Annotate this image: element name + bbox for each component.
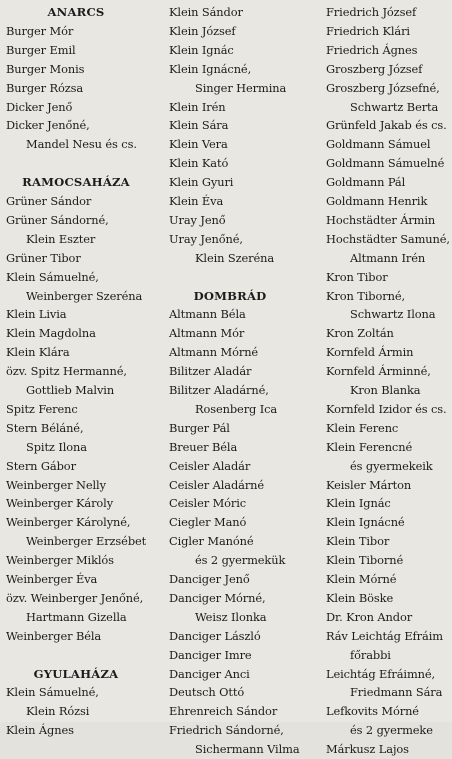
name-entry-continuation: Sichermann Vilma [195,742,300,757]
name-entry-continuation: Klein Eszter [26,231,96,246]
name-entry: Altmann Béla [169,307,246,322]
name-entry: Burger Rózsa [6,80,84,95]
name-entry: Cigler Manóné [169,534,254,549]
name-entry: Klein Vera [169,137,228,152]
name-entry-continuation: Singer Hermina [195,80,287,95]
name-entry: Friedrich Klári [326,23,410,38]
name-entry-continuation: és 2 gyermeke [350,723,433,738]
name-entry: Deutsch Ottó [169,685,245,700]
name-entry-continuation: Weinberger Erzsébet [26,534,147,549]
name-entry: Goldmann Pál [326,175,406,190]
name-entry: Klein Sándor [169,5,243,19]
name-entry-continuation: és gyermekeik [350,458,433,473]
name-entry: Kron Zoltán [326,326,394,341]
name-entry: Klein Ignác [169,42,234,57]
name-entry-continuation: főrabbi [350,647,391,662]
name-entry: Klein Ignácné [326,515,405,530]
name-entry: Spitz Ferenc [6,401,78,416]
name-entry-continuation: Gottlieb Malvin [26,383,115,397]
name-entry: Goldmann Henrik [326,194,428,208]
name-entry: Klein József [169,23,236,38]
name-entry: Ehrenreich Sándor [169,704,278,719]
name-entry: Dicker Jenő [6,99,73,114]
name-entry: Klein Tibor [326,534,390,549]
name-entry: Leichtág Efráimné, [326,666,436,681]
name-entry: Bilitzer Aladárné, [169,383,269,397]
name-entry: Weinberger Károlyné, [6,515,131,530]
name-entry: Friedrich József [326,5,417,19]
name-entry: Ceisler Aladárné [169,477,265,492]
name-entry: Grüner Tibor [6,250,81,265]
name-entry: Klein Mórné [326,572,397,586]
name-entry-continuation: Schwartz Berta [350,99,439,114]
name-entry: Dr. Kron Andor [326,609,413,624]
name-entry: Lefkovits Mórné [326,704,419,719]
name-entry: Keisler Márton [326,477,412,492]
name-entry: Klein Tiborné [326,553,404,568]
name-entry: Groszberg József [326,61,423,76]
name-entry: Klein Magdolna [6,326,96,341]
name-entry: Danciger Mórné, [169,590,266,605]
name-entry: Ceisler Aladár [169,458,251,473]
name-entry-continuation: Altmann Irén [350,250,426,265]
name-entry: Márkusz Lajos [326,742,409,757]
name-entry: Altmann Mórné [169,345,259,360]
name-entry: Klein Ignácné, [169,61,252,76]
name-entry: Goldmann Sámuel [326,137,431,152]
name-entry: Burger Monis [6,61,85,76]
name-entry: Goldmann Sámuelné [326,156,445,171]
name-entry: Weinberger Miklós [6,553,114,568]
name-entry-continuation: Klein Rózsi [26,704,90,719]
name-entry: Klein Sámuelné, [6,685,99,700]
name-entry: Klein Ignác [326,496,391,511]
name-entry: Klein Irén [169,99,226,114]
name-entry-continuation: és 2 gyermekük [195,553,286,568]
name-entry: Klein Klára [6,345,70,360]
name-entry: Kornfeld Izidor és cs. [326,401,447,416]
name-entry-continuation: Spitz Ilona [26,439,87,454]
name-entry: Ciegler Manó [169,515,247,530]
name-entry-continuation: Klein Szeréna [195,250,275,265]
name-entry: Hochstädter Ármin [326,212,436,227]
name-entry-continuation: Schwartz Ilona [350,307,436,322]
name-entry: Kron Tibor [326,269,388,284]
name-entry-continuation: Hartmann Gizella [26,609,127,624]
section-heading: DOMBRÁD [193,288,267,303]
name-entry-continuation: Weisz Ilonka [195,609,267,624]
name-entry: Burger Mór [6,23,74,38]
name-entry: Klein Ferenc [326,420,399,435]
name-entry: Uray Jenő [169,212,226,227]
name-entry: Danciger Imre [169,647,252,662]
name-entry: Ráv Leichtág Efráim [326,628,443,643]
name-entry: Weinberger Nelly [6,477,106,492]
name-entry: Kron Tiborné, [326,288,406,303]
name-entry: özv. Spitz Hermanné, [6,364,127,379]
name-entry: Grüner Sándorné, [6,212,109,227]
name-entry: Burger Emil [6,42,76,57]
name-entry: Danciger Anci [169,666,250,681]
name-entry: Danciger Jenő [169,572,250,586]
name-entry: Klein Ágnes [6,723,74,738]
name-entry-continuation: Mandel Nesu és cs. [26,137,137,152]
name-entry: Klein Livia [6,307,67,322]
name-entry: Danciger László [169,628,261,643]
name-entry: Groszberg Józsefné, [326,80,440,95]
name-entry: Altmann Mór [169,326,245,341]
name-entry: Weinberger Béla [6,628,102,643]
name-entry: Klein Ferencné [326,439,413,454]
section-heading: ANARCS [47,5,105,19]
section-heading: GYULAHÁZA [33,666,119,681]
name-entry: Ceisler Móric [169,496,247,511]
name-entry: Hochstädter Samuné, [326,231,450,246]
name-entry: Klein Gyuri [169,175,234,190]
name-entry: Kornfeld Árminné, [326,364,431,379]
name-entry: Uray Jenőné, [169,231,243,246]
name-entry: Friedrich Sándorné, [169,723,284,738]
name-entry: Klein Kató [169,156,229,171]
name-entry: Burger Pál [169,420,230,435]
name-entry: Dicker Jenőné, [6,118,90,133]
name-entry: özv. Weinberger Jenőné, [6,590,144,605]
name-entry: Klein Éva [169,194,224,208]
name-entry: Friedrich Ágnes [326,42,418,57]
name-entry-continuation: Rosenberg Ica [195,401,278,416]
name-entry: Stern Gábor [6,458,76,473]
name-entry: Weinberger Károly [6,496,114,511]
name-entry: Bilitzer Aladár [169,364,252,379]
name-entry: Kornfeld Ármin [326,345,414,360]
name-entry: Stern Béláné, [6,420,84,435]
name-entry-continuation: Weinberger Szeréna [26,288,143,303]
name-entry: Grüner Sándor [6,194,92,208]
name-entry: Klein Sámuelné, [6,269,99,284]
name-entry: Klein Böske [326,590,394,605]
name-entry: Weinberger Éva [6,572,98,586]
name-entry: Klein Sára [169,118,229,133]
name-entry-continuation: Friedmann Sára [350,685,443,700]
name-entry: Grünfeld Jakab és cs. [326,118,447,133]
section-heading: RAMOCSAHÁZA [22,175,130,190]
name-entry: Breuer Béla [169,439,238,454]
name-entry-continuation: Kron Blanka [350,383,421,397]
